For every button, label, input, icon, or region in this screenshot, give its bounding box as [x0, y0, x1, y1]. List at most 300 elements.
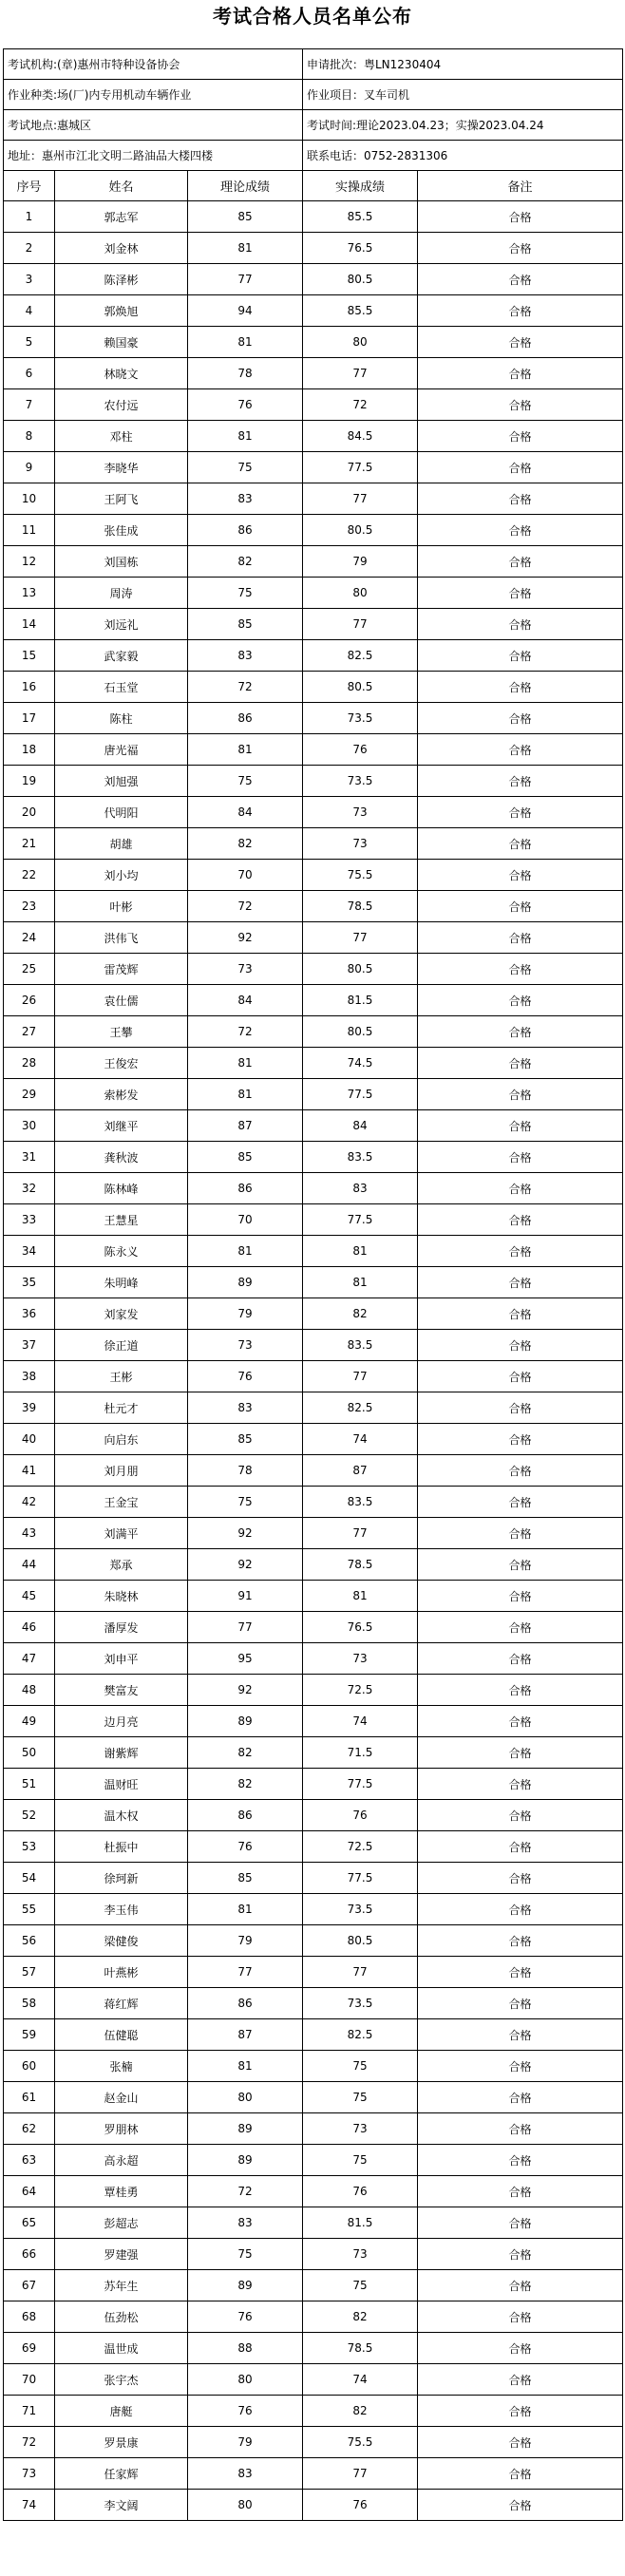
row-practical-score: 85.5	[303, 201, 418, 233]
table-row	[4, 1549, 623, 1581]
row-seq: 16	[4, 672, 55, 703]
table-row	[4, 452, 623, 483]
row-name: 王攀	[55, 1016, 188, 1048]
table-row	[4, 1361, 623, 1392]
row-practical-score: 73	[303, 1643, 418, 1675]
row-practical-score: 75	[303, 2051, 418, 2082]
row-remark: 合格	[418, 2113, 623, 2145]
row-seq: 70	[4, 2364, 55, 2396]
row-name: 蒋红辉	[55, 1988, 188, 2019]
row-name: 刘月朋	[55, 1455, 188, 1487]
row-practical-score: 75	[303, 2082, 418, 2113]
table-row	[4, 2458, 623, 2490]
table-header-row	[4, 171, 623, 201]
row-name: 彭超志	[55, 2207, 188, 2239]
row-seq: 9	[4, 452, 55, 483]
row-practical-score: 77	[303, 358, 418, 389]
row-name: 朱晓林	[55, 1581, 188, 1612]
row-theory-score: 72	[188, 672, 303, 703]
row-seq: 23	[4, 891, 55, 922]
row-theory-score: 86	[188, 1173, 303, 1204]
row-name: 潘厚发	[55, 1612, 188, 1643]
row-practical-score: 73	[303, 2239, 418, 2270]
row-name: 唐光福	[55, 734, 188, 766]
row-seq: 46	[4, 1612, 55, 1643]
row-remark: 合格	[418, 734, 623, 766]
row-seq: 45	[4, 1581, 55, 1612]
row-theory-score: 83	[188, 640, 303, 672]
row-theory-score: 85	[188, 1863, 303, 1894]
row-seq: 36	[4, 1298, 55, 1330]
row-practical-score: 82.5	[303, 1392, 418, 1424]
row-remark: 合格	[418, 578, 623, 609]
row-seq: 53	[4, 1831, 55, 1863]
row-seq: 61	[4, 2082, 55, 2113]
row-theory-score: 78	[188, 358, 303, 389]
row-theory-score: 83	[188, 1392, 303, 1424]
row-theory-score: 80	[188, 2490, 303, 2521]
row-theory-score: 81	[188, 1048, 303, 1079]
row-theory-score: 70	[188, 860, 303, 891]
table-row	[4, 1110, 623, 1142]
row-remark: 合格	[418, 828, 623, 860]
row-remark: 合格	[418, 1048, 623, 1079]
row-seq: 7	[4, 389, 55, 421]
row-theory-score: 85	[188, 1142, 303, 1173]
row-practical-score: 77	[303, 609, 418, 640]
row-name: 刘满平	[55, 1518, 188, 1549]
exam-time: 考试时间:理论2023.04.23；实操2023.04.24	[303, 110, 623, 141]
row-practical-score: 80.5	[303, 1016, 418, 1048]
row-theory-score: 73	[188, 1330, 303, 1361]
row-name: 刘申平	[55, 1643, 188, 1675]
row-remark: 合格	[418, 2396, 623, 2427]
row-seq: 65	[4, 2207, 55, 2239]
row-remark: 合格	[418, 2364, 623, 2396]
row-remark: 合格	[418, 295, 623, 327]
row-practical-score: 74	[303, 2364, 418, 2396]
row-seq: 57	[4, 1957, 55, 1988]
row-seq: 4	[4, 295, 55, 327]
row-seq: 29	[4, 1079, 55, 1110]
table-row	[4, 1048, 623, 1079]
row-seq: 50	[4, 1737, 55, 1769]
row-theory-score: 85	[188, 609, 303, 640]
row-name: 赖国豪	[55, 327, 188, 358]
row-practical-score: 73.5	[303, 1894, 418, 1925]
row-name: 叶彬	[55, 891, 188, 922]
row-name: 雷茂辉	[55, 954, 188, 985]
row-seq: 51	[4, 1769, 55, 1800]
row-remark: 合格	[418, 2207, 623, 2239]
table-row	[4, 2145, 623, 2176]
table-row	[4, 1957, 623, 1988]
row-seq: 60	[4, 2051, 55, 2082]
table-row	[4, 2176, 623, 2207]
table-row	[4, 734, 623, 766]
row-seq: 72	[4, 2427, 55, 2458]
row-theory-score: 86	[188, 703, 303, 734]
row-theory-score: 82	[188, 828, 303, 860]
row-practical-score: 84	[303, 1110, 418, 1142]
row-seq: 43	[4, 1518, 55, 1549]
row-name: 李晓华	[55, 452, 188, 483]
row-seq: 10	[4, 483, 55, 515]
row-remark: 合格	[418, 1298, 623, 1330]
row-practical-score: 73	[303, 2113, 418, 2145]
row-remark: 合格	[418, 891, 623, 922]
row-name: 陈林峰	[55, 1173, 188, 1204]
table-row	[4, 1643, 623, 1675]
row-seq: 24	[4, 922, 55, 954]
row-seq: 26	[4, 985, 55, 1016]
row-practical-score: 76.5	[303, 1612, 418, 1643]
results-table-body	[4, 49, 623, 2521]
row-theory-score: 73	[188, 954, 303, 985]
row-theory-score: 82	[188, 1737, 303, 1769]
row-remark: 合格	[418, 201, 623, 233]
row-seq: 34	[4, 1236, 55, 1267]
row-remark: 合格	[418, 640, 623, 672]
address: 地址：惠州市江北文明二路油品大楼四楼	[4, 141, 303, 171]
table-row	[4, 1298, 623, 1330]
row-remark: 合格	[418, 1769, 623, 1800]
row-theory-score: 77	[188, 264, 303, 295]
row-remark: 合格	[418, 358, 623, 389]
row-theory-score: 87	[188, 1110, 303, 1142]
row-theory-score: 83	[188, 483, 303, 515]
row-seq: 39	[4, 1392, 55, 1424]
row-theory-score: 92	[188, 922, 303, 954]
row-seq: 20	[4, 797, 55, 828]
row-practical-score: 73.5	[303, 1988, 418, 2019]
row-name: 龚秋波	[55, 1142, 188, 1173]
row-name: 陈永义	[55, 1236, 188, 1267]
row-theory-score: 85	[188, 1424, 303, 1455]
row-practical-score: 81.5	[303, 985, 418, 1016]
row-remark: 合格	[418, 1361, 623, 1392]
row-practical-score: 77.5	[303, 452, 418, 483]
row-theory-score: 79	[188, 1925, 303, 1957]
row-theory-score: 88	[188, 2333, 303, 2364]
row-remark: 合格	[418, 2427, 623, 2458]
row-seq: 48	[4, 1675, 55, 1706]
table-row	[4, 922, 623, 954]
table-row	[4, 1737, 623, 1769]
row-practical-score: 73.5	[303, 766, 418, 797]
row-seq: 40	[4, 1424, 55, 1455]
row-practical-score: 81	[303, 1236, 418, 1267]
table-row	[4, 1424, 623, 1455]
row-practical-score: 82	[303, 1298, 418, 1330]
row-theory-score: 76	[188, 2301, 303, 2333]
row-practical-score: 77.5	[303, 1863, 418, 1894]
row-theory-score: 86	[188, 515, 303, 546]
row-theory-score: 81	[188, 327, 303, 358]
row-theory-score: 89	[188, 2145, 303, 2176]
row-practical-score: 77.5	[303, 1769, 418, 1800]
exam-location: 考试地点:惠城区	[4, 110, 303, 141]
row-theory-score: 83	[188, 2458, 303, 2490]
row-theory-score: 83	[188, 2207, 303, 2239]
header-remark: 备注	[418, 171, 623, 201]
row-remark: 合格	[418, 421, 623, 452]
table-row	[4, 2082, 623, 2113]
row-theory-score: 70	[188, 1204, 303, 1236]
row-name: 石玉堂	[55, 672, 188, 703]
row-name: 徐正道	[55, 1330, 188, 1361]
row-name: 杜振中	[55, 1831, 188, 1863]
row-seq: 59	[4, 2019, 55, 2051]
row-practical-score: 72	[303, 389, 418, 421]
row-seq: 67	[4, 2270, 55, 2301]
table-row	[4, 609, 623, 640]
row-practical-score: 80.5	[303, 515, 418, 546]
table-row	[4, 2364, 623, 2396]
row-theory-score: 77	[188, 1612, 303, 1643]
row-seq: 1	[4, 201, 55, 233]
row-theory-score: 81	[188, 1236, 303, 1267]
row-theory-score: 80	[188, 2364, 303, 2396]
row-name: 陈泽彬	[55, 264, 188, 295]
row-theory-score: 89	[188, 1267, 303, 1298]
row-practical-score: 80.5	[303, 954, 418, 985]
table-row	[4, 2051, 623, 2082]
row-remark: 合格	[418, 2082, 623, 2113]
row-practical-score: 77.5	[303, 1079, 418, 1110]
row-theory-score: 89	[188, 2270, 303, 2301]
row-name: 苏年生	[55, 2270, 188, 2301]
table-row	[4, 2239, 623, 2270]
row-theory-score: 81	[188, 233, 303, 264]
row-seq: 41	[4, 1455, 55, 1487]
row-theory-score: 91	[188, 1581, 303, 1612]
row-remark: 合格	[418, 860, 623, 891]
row-name: 刘继平	[55, 1110, 188, 1142]
row-name: 温世成	[55, 2333, 188, 2364]
row-theory-score: 81	[188, 421, 303, 452]
row-seq: 54	[4, 1863, 55, 1894]
row-remark: 合格	[418, 1706, 623, 1737]
row-practical-score: 78.5	[303, 891, 418, 922]
row-theory-score: 81	[188, 734, 303, 766]
table-row	[4, 703, 623, 734]
table-row	[4, 1487, 623, 1518]
row-name: 谢紫辉	[55, 1737, 188, 1769]
table-row	[4, 1142, 623, 1173]
row-theory-score: 92	[188, 1549, 303, 1581]
row-name: 张佳成	[55, 515, 188, 546]
header-theory-score: 理论成绩	[188, 171, 303, 201]
row-remark: 合格	[418, 766, 623, 797]
row-theory-score: 75	[188, 1487, 303, 1518]
row-name: 索彬发	[55, 1079, 188, 1110]
row-remark: 合格	[418, 2458, 623, 2490]
row-remark: 合格	[418, 1267, 623, 1298]
row-seq: 56	[4, 1925, 55, 1957]
row-remark: 合格	[418, 1831, 623, 1863]
row-seq: 62	[4, 2113, 55, 2145]
row-name: 代明阳	[55, 797, 188, 828]
row-theory-score: 84	[188, 985, 303, 1016]
row-remark: 合格	[418, 1518, 623, 1549]
row-theory-score: 84	[188, 797, 303, 828]
work-category: 作业种类:场(厂)内专用机动车辆作业	[4, 80, 303, 110]
row-theory-score: 81	[188, 1894, 303, 1925]
row-practical-score: 72.5	[303, 1831, 418, 1863]
row-remark: 合格	[418, 1236, 623, 1267]
table-row	[4, 672, 623, 703]
info-row	[4, 49, 623, 80]
row-remark: 合格	[418, 1863, 623, 1894]
row-practical-score: 80.5	[303, 1925, 418, 1957]
table-row	[4, 860, 623, 891]
row-name: 王金宝	[55, 1487, 188, 1518]
row-seq: 47	[4, 1643, 55, 1675]
row-name: 刘金林	[55, 233, 188, 264]
row-seq: 58	[4, 1988, 55, 2019]
table-row	[4, 578, 623, 609]
row-remark: 合格	[418, 2145, 623, 2176]
info-row	[4, 110, 623, 141]
row-practical-score: 81	[303, 1581, 418, 1612]
table-row	[4, 766, 623, 797]
row-seq: 64	[4, 2176, 55, 2207]
table-row	[4, 1769, 623, 1800]
row-practical-score: 83.5	[303, 1487, 418, 1518]
row-practical-score: 77	[303, 483, 418, 515]
row-practical-score: 74	[303, 1424, 418, 1455]
work-item: 作业项目：叉车司机	[303, 80, 623, 110]
row-name: 周涛	[55, 578, 188, 609]
row-name: 温木权	[55, 1800, 188, 1831]
row-seq: 49	[4, 1706, 55, 1737]
row-remark: 合格	[418, 922, 623, 954]
table-row	[4, 2396, 623, 2427]
row-seq: 30	[4, 1110, 55, 1142]
table-row	[4, 1863, 623, 1894]
row-theory-score: 78	[188, 1455, 303, 1487]
table-row	[4, 828, 623, 860]
row-theory-score: 94	[188, 295, 303, 327]
table-row	[4, 1392, 623, 1424]
row-name: 农付远	[55, 389, 188, 421]
table-row	[4, 891, 623, 922]
row-seq: 32	[4, 1173, 55, 1204]
table-row	[4, 1894, 623, 1925]
row-remark: 合格	[418, 483, 623, 515]
row-practical-score: 77	[303, 2458, 418, 2490]
row-name: 刘国栋	[55, 546, 188, 578]
row-remark: 合格	[418, 609, 623, 640]
row-practical-score: 75	[303, 2270, 418, 2301]
table-row	[4, 2207, 623, 2239]
row-theory-score: 89	[188, 2113, 303, 2145]
row-remark: 合格	[418, 515, 623, 546]
table-row	[4, 1267, 623, 1298]
row-name: 徐珂新	[55, 1863, 188, 1894]
row-theory-score: 82	[188, 1769, 303, 1800]
row-remark: 合格	[418, 797, 623, 828]
row-seq: 52	[4, 1800, 55, 1831]
row-practical-score: 73	[303, 828, 418, 860]
row-seq: 38	[4, 1361, 55, 1392]
row-practical-score: 81	[303, 1267, 418, 1298]
row-remark: 合格	[418, 1487, 623, 1518]
row-seq: 35	[4, 1267, 55, 1298]
row-name: 郑承	[55, 1549, 188, 1581]
info-row	[4, 80, 623, 110]
row-practical-score: 76	[303, 1800, 418, 1831]
row-practical-score: 83.5	[303, 1142, 418, 1173]
row-remark: 合格	[418, 2176, 623, 2207]
row-theory-score: 75	[188, 766, 303, 797]
results-table	[3, 48, 623, 2521]
row-seq: 37	[4, 1330, 55, 1361]
row-remark: 合格	[418, 1925, 623, 1957]
row-practical-score: 75.5	[303, 2427, 418, 2458]
row-seq: 15	[4, 640, 55, 672]
row-seq: 69	[4, 2333, 55, 2364]
row-name: 朱明峰	[55, 1267, 188, 1298]
row-name: 王彬	[55, 1361, 188, 1392]
row-remark: 合格	[418, 327, 623, 358]
table-row	[4, 483, 623, 515]
row-name: 杜元才	[55, 1392, 188, 1424]
row-practical-score: 79	[303, 546, 418, 578]
row-theory-score: 79	[188, 2427, 303, 2458]
row-name: 胡雄	[55, 828, 188, 860]
table-row	[4, 797, 623, 828]
row-name: 罗朋林	[55, 2113, 188, 2145]
row-theory-score: 79	[188, 1298, 303, 1330]
row-practical-score: 80	[303, 327, 418, 358]
row-practical-score: 76.5	[303, 233, 418, 264]
row-name: 郭志军	[55, 201, 188, 233]
table-row	[4, 327, 623, 358]
application-batch: 申请批次：粤LN1230404	[303, 49, 623, 80]
row-practical-score: 87	[303, 1455, 418, 1487]
row-theory-score: 87	[188, 2019, 303, 2051]
table-row	[4, 2301, 623, 2333]
row-seq: 17	[4, 703, 55, 734]
table-row	[4, 1612, 623, 1643]
table-row	[4, 389, 623, 421]
row-name: 伍健聪	[55, 2019, 188, 2051]
table-row	[4, 954, 623, 985]
row-remark: 合格	[418, 1330, 623, 1361]
row-remark: 合格	[418, 672, 623, 703]
row-theory-score: 81	[188, 2051, 303, 2082]
table-row	[4, 2019, 623, 2051]
row-remark: 合格	[418, 1142, 623, 1173]
row-theory-score: 95	[188, 1643, 303, 1675]
table-row	[4, 985, 623, 1016]
row-practical-score: 80.5	[303, 264, 418, 295]
table-row	[4, 1173, 623, 1204]
row-practical-score: 77	[303, 1957, 418, 1988]
table-row	[4, 1236, 623, 1267]
row-practical-score: 76	[303, 734, 418, 766]
row-remark: 合格	[418, 2239, 623, 2270]
row-remark: 合格	[418, 2051, 623, 2082]
row-theory-score: 81	[188, 1079, 303, 1110]
row-remark: 合格	[418, 1173, 623, 1204]
table-row	[4, 546, 623, 578]
table-row	[4, 1204, 623, 1236]
row-name: 洪伟飞	[55, 922, 188, 954]
table-row	[4, 295, 623, 327]
